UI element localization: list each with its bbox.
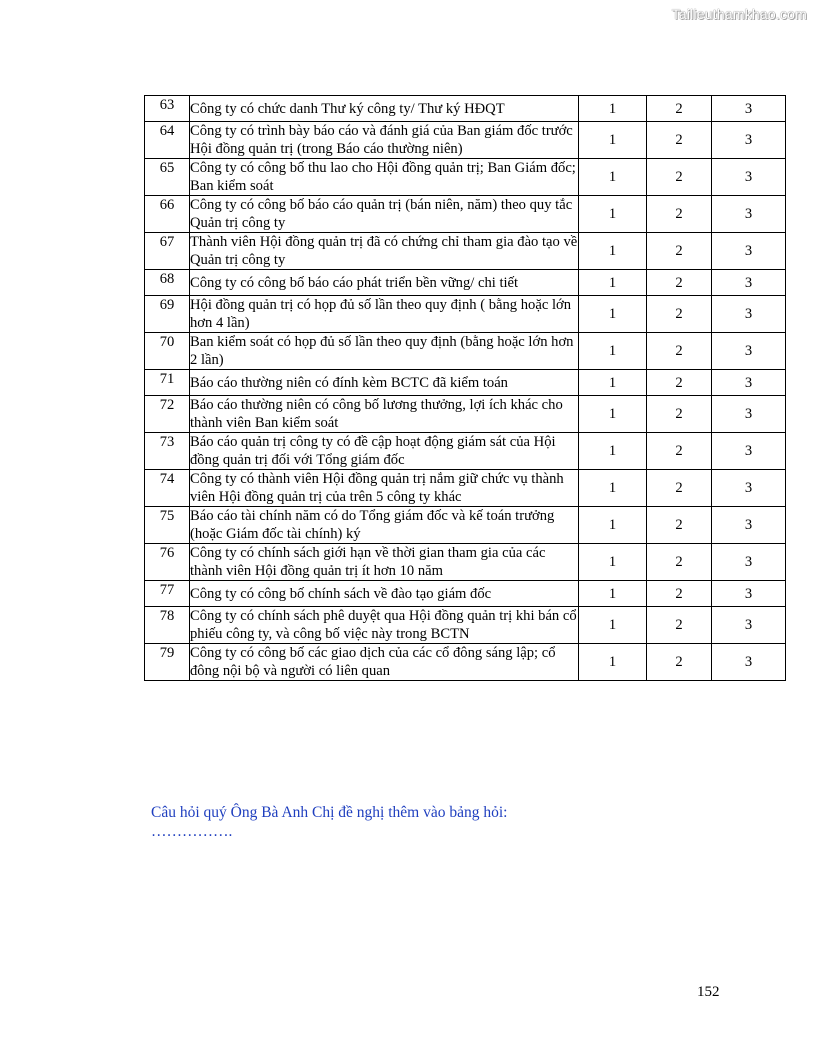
- rating-option-1[interactable]: 1: [579, 644, 647, 681]
- rating-option-2[interactable]: 2: [647, 544, 712, 581]
- rating-option-2[interactable]: 2: [647, 270, 712, 296]
- rating-option-1[interactable]: 1: [579, 544, 647, 581]
- rating-option-2[interactable]: 2: [647, 159, 712, 196]
- rating-option-2[interactable]: 2: [647, 296, 712, 333]
- rating-option-2[interactable]: 2: [647, 433, 712, 470]
- rating-option-1[interactable]: 1: [579, 333, 647, 370]
- rating-option-1[interactable]: 1: [579, 96, 647, 122]
- rating-option-1[interactable]: 1: [579, 581, 647, 607]
- table-row: [145, 644, 786, 681]
- row-number: 76: [145, 544, 190, 581]
- table-row: [145, 581, 786, 607]
- row-statement: Ban kiểm soát có họp đủ số lần theo quy định (bằng hoặc lớn hơn 2 lần): [190, 333, 579, 370]
- rating-option-2[interactable]: 2: [647, 122, 712, 159]
- followup-section: [151, 803, 591, 841]
- followup-blank-line[interactable]: …………….: [151, 823, 233, 840]
- row-number: 71: [145, 370, 190, 396]
- table-row: [145, 159, 786, 196]
- table-row: [145, 333, 786, 370]
- row-number: 64: [145, 122, 190, 159]
- row-number: 66: [145, 196, 190, 233]
- rating-option-1[interactable]: 1: [579, 233, 647, 270]
- row-statement: Hội đồng quản trị có họp đủ số lần theo quy định ( bằng hoặc lớn hơn 4 lần): [190, 296, 579, 333]
- table-row: [145, 96, 786, 122]
- rating-option-3[interactable]: 3: [712, 607, 786, 644]
- row-number: 65: [145, 159, 190, 196]
- rating-option-2[interactable]: 2: [647, 233, 712, 270]
- rating-option-2[interactable]: 2: [647, 396, 712, 433]
- table-row: [145, 433, 786, 470]
- rating-option-1[interactable]: 1: [579, 159, 647, 196]
- rating-option-3[interactable]: 3: [712, 122, 786, 159]
- row-statement: Báo cáo thường niên có công bố lương thưởng, lợi ích khác cho thành viên Ban kiểm soát: [190, 396, 579, 433]
- rating-option-2[interactable]: 2: [647, 607, 712, 644]
- rating-option-3[interactable]: 3: [712, 507, 786, 544]
- rating-option-3[interactable]: 3: [712, 333, 786, 370]
- rating-option-2[interactable]: 2: [647, 581, 712, 607]
- row-statement: Công ty có công bố báo cáo phát triển bền vững/ chi tiết: [190, 270, 579, 296]
- rating-option-2[interactable]: 2: [647, 370, 712, 396]
- table-row: [145, 233, 786, 270]
- rating-option-1[interactable]: 1: [579, 270, 647, 296]
- row-number: 74: [145, 470, 190, 507]
- row-number: 73: [145, 433, 190, 470]
- row-number: 72: [145, 396, 190, 433]
- row-statement: Công ty có chính sách phê duyệt qua Hội đồng quản trị khi bán cổ phiếu công ty, và công bố việc này trong BCTN: [190, 608, 577, 642]
- row-number: 69: [145, 296, 190, 333]
- page-number: 152: [697, 984, 720, 1000]
- rating-option-2[interactable]: 2: [647, 333, 712, 370]
- table-row: [145, 507, 786, 544]
- table-row: [145, 544, 786, 581]
- rating-option-3[interactable]: 3: [712, 544, 786, 581]
- table-row: [145, 370, 786, 396]
- rating-option-3[interactable]: 3: [712, 370, 786, 396]
- rating-option-2[interactable]: 2: [647, 196, 712, 233]
- table-row: [145, 607, 786, 644]
- row-number: 78: [145, 607, 190, 644]
- row-statement: Công ty có thành viên Hội đồng quản trị nắm giữ chức vụ thành viên Hội đồng quản trị của trên 5 công ty khác: [190, 470, 579, 507]
- rating-option-3[interactable]: 3: [712, 433, 786, 470]
- table-row: [145, 296, 786, 333]
- rating-option-3[interactable]: 3: [712, 233, 786, 270]
- rating-option-3[interactable]: 3: [712, 396, 786, 433]
- row-statement: Công ty có công bố chính sách về đào tạo giám đốc: [190, 581, 579, 607]
- rating-option-2[interactable]: 2: [647, 507, 712, 544]
- row-statement: Công ty có chính sách giới hạn về thời gian tham gia của các thành viên Hội đồng quản trị ít hơn 10 năm: [190, 544, 579, 581]
- row-statement: Báo cáo quản trị công ty có đề cập hoạt động giám sát của Hội đồng quản trị đối với Tổng giám đốc: [190, 433, 579, 470]
- table-row: [145, 196, 786, 233]
- row-statement: Công ty có công bố báo cáo quản trị (bán niên, năm) theo quy tắc Quản trị công ty: [190, 196, 579, 233]
- row-statement: Thành viên Hội đồng quản trị đã có chứng chỉ tham gia đào tạo về Quản trị công ty: [190, 234, 578, 268]
- rating-option-1[interactable]: 1: [579, 470, 647, 507]
- row-number: 77: [145, 581, 190, 607]
- rating-option-1[interactable]: 1: [579, 296, 647, 333]
- survey-table: [144, 95, 786, 681]
- rating-option-1[interactable]: 1: [579, 607, 647, 644]
- row-statement: Công ty có chức danh Thư ký công ty/ Thư ký HĐQT: [190, 96, 579, 122]
- followup-question: Câu hỏi quý Ông Bà Anh Chị đề nghị thêm vào bảng hỏi:: [151, 804, 508, 821]
- row-statement: Báo cáo tài chính năm có do Tổng giám đốc và kế toán trưởng (hoặc Giám đốc tài chính) ký: [190, 507, 579, 544]
- rating-option-1[interactable]: 1: [579, 433, 647, 470]
- rating-option-3[interactable]: 3: [712, 196, 786, 233]
- rating-option-3[interactable]: 3: [712, 644, 786, 681]
- rating-option-1[interactable]: 1: [579, 396, 647, 433]
- rating-option-3[interactable]: 3: [712, 270, 786, 296]
- rating-option-3[interactable]: 3: [712, 296, 786, 333]
- row-statement: Công ty có công bố các giao dịch của các cổ đông sáng lập; cổ đông nội bộ và người có liên quan: [190, 644, 579, 681]
- row-number: 75: [145, 507, 190, 544]
- rating-option-1[interactable]: 1: [579, 370, 647, 396]
- rating-option-3[interactable]: 3: [712, 581, 786, 607]
- table-row: [145, 270, 786, 296]
- rating-option-2[interactable]: 2: [647, 644, 712, 681]
- rating-option-2[interactable]: 2: [647, 96, 712, 122]
- row-number: 68: [145, 270, 190, 296]
- row-number: 79: [145, 644, 190, 681]
- watermark-text: Tailieuthamkhao.com: [671, 6, 807, 22]
- row-number: 70: [145, 333, 190, 370]
- rating-option-3[interactable]: 3: [712, 159, 786, 196]
- rating-option-1[interactable]: 1: [579, 196, 647, 233]
- table-row: [145, 470, 786, 507]
- row-number: 67: [145, 233, 190, 270]
- table-row: [145, 122, 786, 159]
- table-row: [145, 396, 786, 433]
- rating-option-3[interactable]: 3: [712, 470, 786, 507]
- rating-option-1[interactable]: 1: [579, 122, 647, 159]
- rating-option-1[interactable]: 1: [579, 507, 647, 544]
- row-statement: Công ty có trình bày báo cáo và đánh giá của Ban giám đốc trước Hội đồng quản trị (trong Báo cáo thường niên): [190, 122, 579, 159]
- row-statement: Báo cáo thường niên có đính kèm BCTC đã kiểm toán: [190, 370, 579, 396]
- rating-option-2[interactable]: 2: [647, 470, 712, 507]
- row-statement: Công ty có công bố thu lao cho Hội đồng quản trị; Ban Giám đốc; Ban kiểm soát: [190, 159, 579, 196]
- rating-option-3[interactable]: 3: [712, 96, 786, 122]
- row-number: 63: [145, 96, 190, 122]
